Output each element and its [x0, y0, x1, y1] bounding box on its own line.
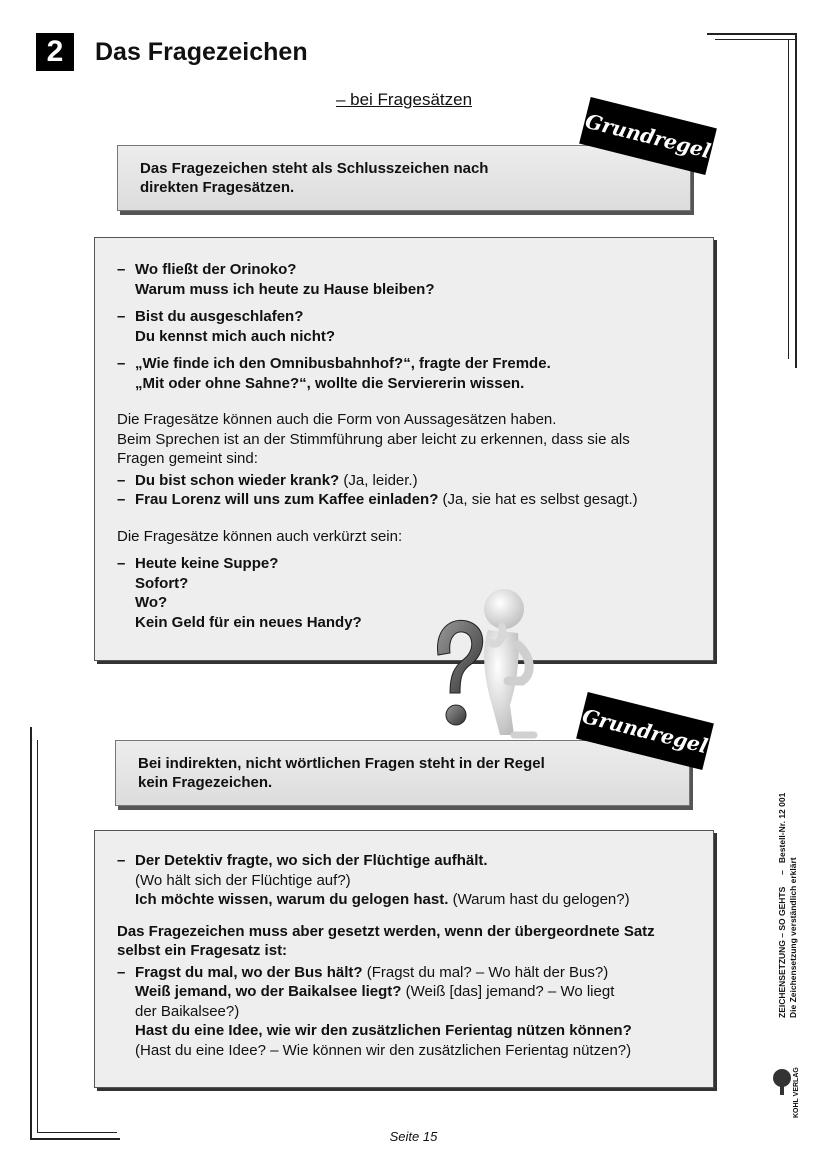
- page-title: Das Fragezeichen: [95, 38, 308, 66]
- rule-line: Das Fragezeichen steht als Schlusszeichen nach: [140, 160, 489, 177]
- page-number: Seite 15: [389, 1129, 438, 1144]
- rule-box-1: [117, 145, 691, 211]
- frame-line-top-right: [707, 33, 797, 35]
- thinking-figure-question-mark-illustration: [430, 585, 550, 740]
- examples-box-2: [94, 830, 714, 1088]
- rule-box-2: [115, 740, 690, 806]
- rule-line: Bei indirekten, nicht wörtlichen Fragen steht in der Regel: [138, 755, 545, 772]
- chapter-number: 2: [36, 33, 74, 71]
- publisher-logo-tree-icon: [770, 1068, 794, 1096]
- explanation-paragraph: Die Fragesätze können auch die Form von Aussagesätzen haben. Beim Sprechen ist an der Stimmführung aber leicht zu erkennen, dass sie als Fragen gemeint sind:: [117, 411, 630, 467]
- side-series-info: ZEICHENSETZUNG – SO GEHTS – Bestell-Nr. 12 001 Die Zeichensetzung verständlich erklärt: [777, 792, 798, 1018]
- rule-line: kein Fragezeichen.: [138, 774, 273, 791]
- example-item: – Heute keine Suppe? Sofort? Wo? Kein Geld für ein neues Handy?: [117, 555, 362, 631]
- grundregel-tag-1: Grundregel: [579, 97, 717, 175]
- explanation-paragraph: Das Fragezeichen muss aber gesetzt werden, wenn der übergeordnete Satz selbst ein Fragesatz ist:: [117, 922, 655, 959]
- frame-line-right: [795, 33, 797, 368]
- example-item: – Du bist schon wieder krank? (Ja, leider.): [117, 471, 418, 489]
- example-item: – Wo fließt der Orinoko? Warum muss ich heute zu Hause bleiben?: [117, 261, 435, 298]
- example-item: – Frau Lorenz will uns zum Kaffee einladen? (Ja, sie hat es selbst gesagt.): [117, 491, 638, 508]
- frame-line-left: [30, 727, 32, 1139]
- frame-line-top-right-inner: [715, 39, 795, 40]
- rule-line: direkten Fragesätzen.: [140, 179, 295, 196]
- frame-line-right-inner: [788, 39, 789, 359]
- example-item: – Der Detektiv fragte, wo sich der Flüchtige aufhält. (Wo hält sich der Flüchtige auf?) Ich möchte wissen, warum du gelogen hast. (Warum hast du gelogen?): [117, 852, 630, 908]
- page-subtitle: – bei Fragesätzen: [335, 90, 473, 109]
- example-item: – Bist du ausgeschlafen? Du kennst mich auch nicht?: [117, 308, 336, 345]
- examples-box-1: [94, 237, 714, 661]
- example-item: – Fragst du mal, wo der Bus hält? (Fragst du mal? – Wo hält der Bus?) Weiß jemand, wo der Baikalsee liegt? (Weiß [das] jemand? – Wo liegt der Baikalsee?) Hast du eine Idee, wie wir den zusätzlichen Ferientag nützen können? (Hast du eine Idee? – Wie können wir den zusätzlichen Ferientag nützen?): [117, 963, 632, 1059]
- publisher-logo: KOHL VERLAG: [793, 1067, 800, 1118]
- example-item: – „Wie finde ich den Omnibusbahnhof?“, fragte der Fremde. „Mit oder ohne Sahne?“, wollte die Serviererin wissen.: [117, 355, 551, 392]
- explanation-paragraph: Die Fragesätze können auch verkürzt sein:: [117, 527, 403, 545]
- frame-line-left-inner: [37, 740, 38, 1133]
- grundregel-tag-2: Grundregel: [576, 692, 714, 770]
